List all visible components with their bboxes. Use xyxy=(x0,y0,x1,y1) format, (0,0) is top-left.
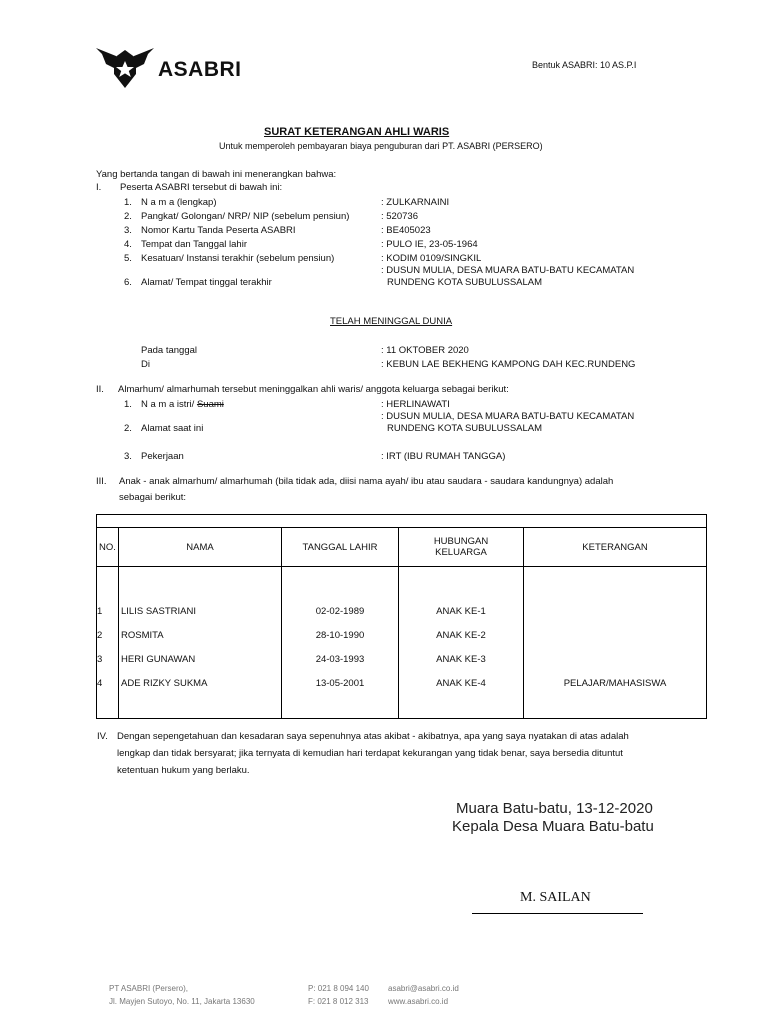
section4-text-line3: ketentuan hukum yang berlaku. xyxy=(117,765,250,776)
footer-fax: F: 021 8 012 313 xyxy=(308,997,369,1006)
heir-relation: ANAK KE-4 xyxy=(436,678,486,689)
footer-website: www.asabri.co.id xyxy=(388,997,449,1006)
document-subtitle: Untuk memperoleh pembayaran biaya penguburan dari PT. ASABRI (PERSERO) xyxy=(219,141,543,151)
item-number: 1. xyxy=(124,399,132,410)
participant-name-label: N a m a (lengkap) xyxy=(141,197,217,208)
spouse-name-label xyxy=(141,399,224,410)
section1-number: I. xyxy=(96,182,102,193)
col-dob xyxy=(282,567,399,719)
signature-line xyxy=(472,913,643,914)
heir-note: PELAJAR/MAHASISWA xyxy=(563,678,667,689)
spouse-name-value: : HERLINAWATI xyxy=(381,399,450,410)
heirs-table xyxy=(96,514,707,719)
address-value: : DUSUN MULIA, DESA MUARA BATU-BATU KECAMATAN xyxy=(381,265,635,276)
section4-number: IV. xyxy=(97,731,108,742)
logo-text: ASABRI xyxy=(158,58,242,81)
section3-number: III. xyxy=(96,476,107,487)
footer-company: PT ASABRI (Persero), xyxy=(109,984,188,993)
footer-phone: P: 021 8 094 140 xyxy=(308,984,369,993)
death-date-label: Pada tanggal xyxy=(141,345,197,356)
heir-relation: ANAK KE-1 xyxy=(436,606,486,617)
col-header-dob: TANGGAL LAHIR xyxy=(282,528,399,567)
item-number: 6. xyxy=(124,277,132,288)
col-header-name: NAMA xyxy=(119,528,282,567)
item-number: 4. xyxy=(124,239,132,250)
signature-place-date: Muara Batu-batu, 13-12-2020 xyxy=(456,800,653,817)
heir-name: LILIS SASTRIANI xyxy=(121,606,196,617)
intro-text: Yang bertanda tangan di bawah ini menerangkan bahwa: xyxy=(96,169,337,180)
spouse-address-value-line2: RUNDENG KOTA SUBULUSSALAM xyxy=(387,423,543,434)
signatory-name: M. SAILAN xyxy=(520,890,591,905)
heir-name: HERI GUNAWAN xyxy=(121,654,196,665)
section3-text-line2: sebagai berikut: xyxy=(119,492,187,503)
address-label: Alamat/ Tempat tinggal terakhir xyxy=(141,277,272,288)
form-code: Bentuk ASABRI: 10 AS.P.I xyxy=(532,60,637,70)
section4-text-line2: lengkap dan tidak bersyarat; jika ternyata di kemudian hari terdapat kekurangan yang tidak benar, saya bersedia dituntut xyxy=(117,748,623,759)
item-number: 1. xyxy=(124,197,132,208)
row-no: 1 xyxy=(97,606,103,617)
col-header-no: NO. xyxy=(97,528,119,567)
table-top-row xyxy=(97,515,707,528)
col-header-note: KETERANGAN xyxy=(524,528,707,567)
spouse-address-label: Alamat saat ini xyxy=(141,423,204,434)
section2-number: II. xyxy=(96,384,104,395)
col-header-relation-line2: KELUARGA xyxy=(435,547,487,558)
birth-value: : PULO IE, 23-05-1964 xyxy=(381,239,478,250)
birth-label: Tempat dan Tanggal lahir xyxy=(141,239,247,250)
death-place-label: Di xyxy=(141,359,150,370)
row-no: 2 xyxy=(97,630,103,641)
footer-email: asabri@asabri.co.id xyxy=(388,984,459,993)
section3-text-line1: Anak - anak almarhum/ almarhumah (bila tidak ada, diisi nama ayah/ ibu atau saudara - saudara kandungnya) adalah xyxy=(119,476,614,487)
card-number-label: Nomor Kartu Tanda Peserta ASABRI xyxy=(141,225,296,236)
death-heading: TELAH MENINGGAL DUNIA xyxy=(330,316,453,327)
row-no: 4 xyxy=(97,678,103,689)
col-no xyxy=(97,567,119,719)
item-number: 3. xyxy=(124,225,132,236)
section4-text-line1: Dengan sepengetahuan dan kesadaran saya sepenuhnya atas akibat - akibatnya, apa yang saya nyatakan di atas adalah xyxy=(117,731,629,742)
address-value-line2: RUNDENG KOTA SUBULUSSALAM xyxy=(387,277,543,288)
signature-position: Kepala Desa Muara Batu-batu xyxy=(452,818,654,835)
col-header-relation-line1: HUBUNGAN xyxy=(433,536,489,547)
document-title: SURAT KETERANGAN AHLI WARIS xyxy=(264,126,450,138)
asabri-emblem-icon xyxy=(94,46,156,90)
heir-dob: 02-02-1989 xyxy=(315,606,365,617)
heir-name: ADE RIZKY SUKMA xyxy=(121,678,208,689)
rank-label: Pangkat/ Golongan/ NRP/ NIP (sebelum pensiun) xyxy=(141,211,350,222)
unit-label: Kesatuan/ Instansi terakhir (sebelum pensiun) xyxy=(141,253,335,264)
spouse-address-value: : DUSUN MULIA, DESA MUARA BATU-BATU KECAMATAN xyxy=(381,411,635,422)
col-relation xyxy=(399,567,524,719)
section2-heading: Almarhum/ almarhumah tersebut meninggalkan ahli waris/ anggota keluarga sebagai berikut: xyxy=(118,384,509,395)
row-no: 3 xyxy=(97,654,103,665)
occupation-value: : IRT (IBU RUMAH TANGGA) xyxy=(381,451,506,462)
death-place-value: : KEBUN LAE BEKHENG KAMPONG DAH KEC.RUNDENG xyxy=(381,359,636,370)
heir-dob: 13-05-2001 xyxy=(315,678,365,689)
heir-dob: 28-10-1990 xyxy=(315,630,365,641)
item-number: 2. xyxy=(124,423,132,434)
struck-suami: Suami xyxy=(196,399,224,410)
col-header-relation xyxy=(399,528,524,567)
death-date-value: : 11 OKTOBER 2020 xyxy=(381,345,469,356)
section1-heading: Peserta ASABRI tersebut di bawah ini: xyxy=(120,182,283,193)
heir-dob: 24-03-1993 xyxy=(315,654,365,665)
heir-relation: ANAK KE-2 xyxy=(436,630,486,641)
card-number-value: : BE405023 xyxy=(381,225,431,236)
rank-value: : 520736 xyxy=(381,211,418,222)
occupation-label: Pekerjaan xyxy=(141,451,184,462)
item-number: 3. xyxy=(124,451,132,462)
table-header-row xyxy=(97,528,707,567)
col-note xyxy=(524,567,707,719)
table-body-row xyxy=(97,567,707,719)
heir-name: ROSMITA xyxy=(121,630,164,641)
footer-address: Jl. Mayjen Sutoyo, No. 11, Jakarta 13630 xyxy=(109,997,255,1006)
participant-name-value: : ZULKARNAINI xyxy=(381,197,450,208)
heir-relation: ANAK KE-3 xyxy=(436,654,486,665)
spouse-label-text: N a m a istri/ xyxy=(141,399,197,410)
unit-value: : KODIM 0109/SINGKIL xyxy=(381,253,482,264)
item-number: 2. xyxy=(124,211,132,222)
item-number: 5. xyxy=(124,253,132,264)
col-name xyxy=(119,567,282,719)
